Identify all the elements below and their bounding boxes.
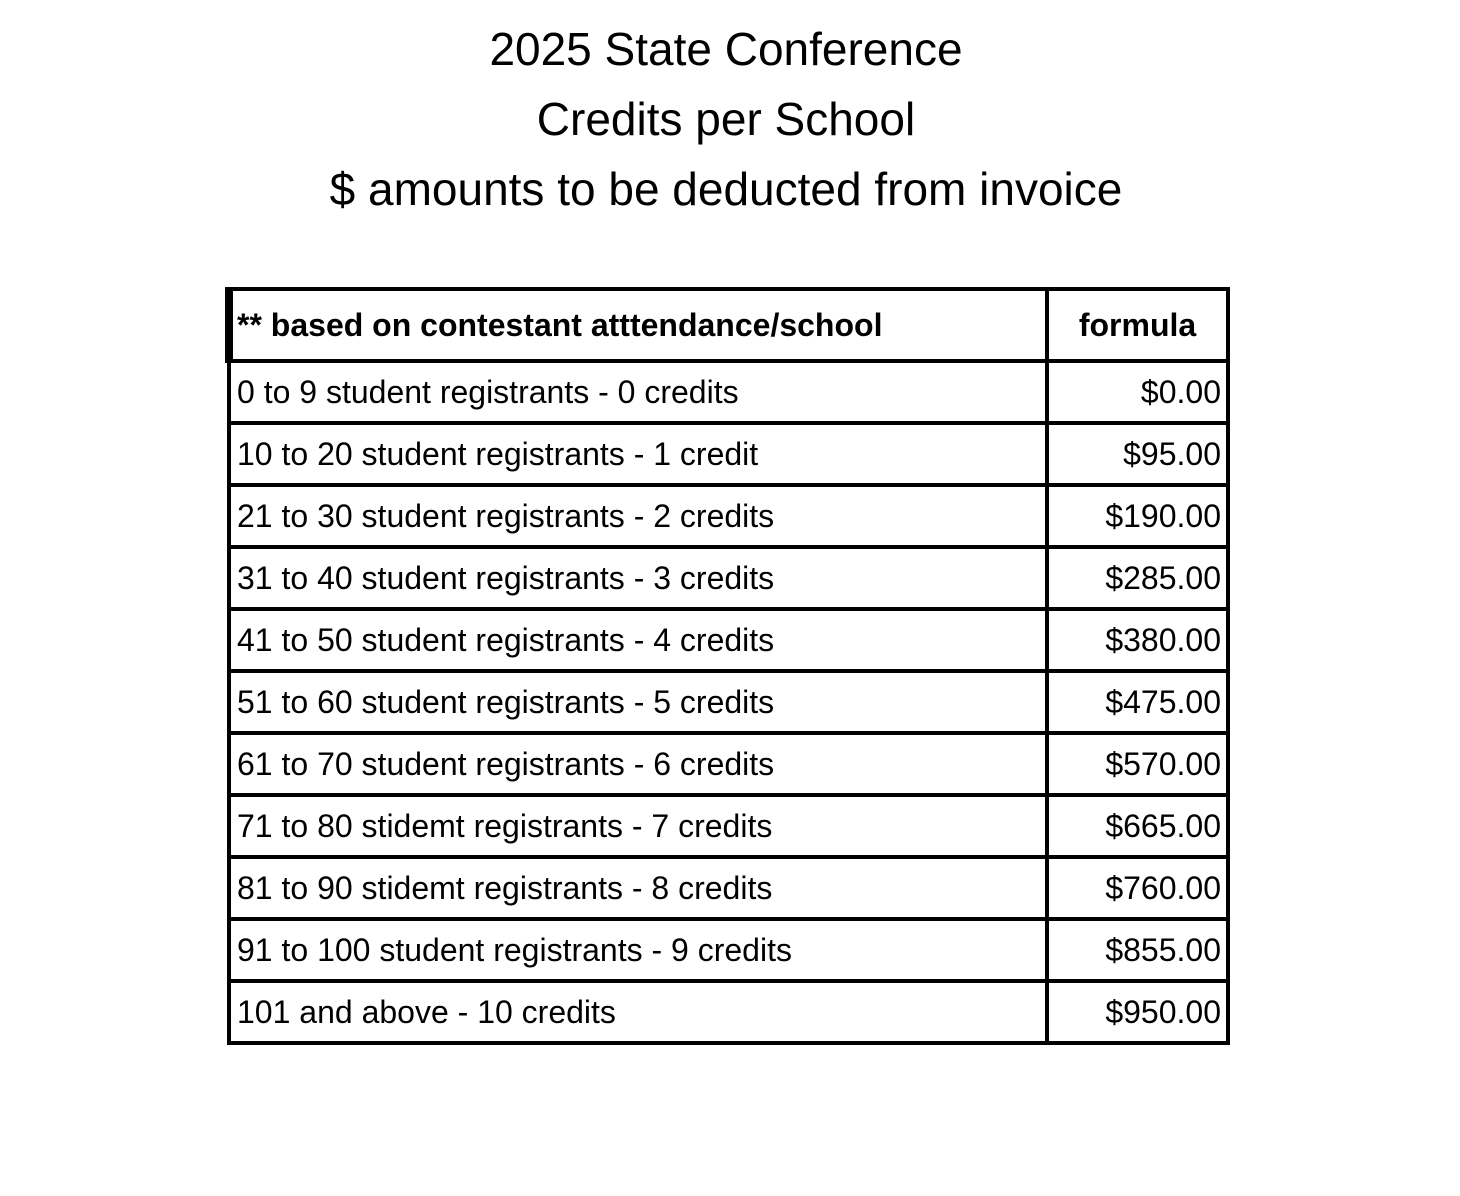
table-row bbox=[229, 671, 1228, 733]
table-row bbox=[229, 609, 1228, 671]
row-description: 10 to 20 student registrants - 1 credit bbox=[229, 423, 1047, 485]
document-title bbox=[0, 14, 1452, 224]
row-amount: $380.00 bbox=[1047, 609, 1228, 671]
row-description: 91 to 100 student registrants - 9 credits bbox=[229, 919, 1047, 981]
table-row bbox=[229, 423, 1228, 485]
row-amount: $665.00 bbox=[1047, 795, 1228, 857]
row-amount: $95.00 bbox=[1047, 423, 1228, 485]
table-row bbox=[229, 795, 1228, 857]
row-description: 61 to 70 student registrants - 6 credits bbox=[229, 733, 1047, 795]
title-credits-per-school: Credits per School bbox=[536, 93, 916, 145]
row-description: 0 to 9 student registrants - 0 credits bbox=[229, 361, 1047, 423]
row-description: 41 to 50 student registrants - 4 credits bbox=[229, 609, 1047, 671]
row-description: 81 to 90 stidemt registrants - 8 credits bbox=[229, 857, 1047, 919]
row-amount: $0.00 bbox=[1047, 361, 1228, 423]
column-header-attendance: ** based on contestant atttendance/school bbox=[229, 289, 1047, 361]
table-row bbox=[229, 733, 1228, 795]
row-description: 101 and above - 10 credits bbox=[229, 981, 1047, 1043]
row-amount: $760.00 bbox=[1047, 857, 1228, 919]
table-row bbox=[229, 919, 1228, 981]
table-row bbox=[229, 857, 1228, 919]
title-invoice-note: $ amounts to be deducted from invoice bbox=[329, 163, 1123, 215]
credits-table bbox=[225, 287, 1230, 1045]
row-amount: $190.00 bbox=[1047, 485, 1228, 547]
table-row bbox=[229, 485, 1228, 547]
row-amount: $855.00 bbox=[1047, 919, 1228, 981]
row-amount: $475.00 bbox=[1047, 671, 1228, 733]
table-row bbox=[229, 981, 1228, 1043]
column-header-formula: formula bbox=[1047, 289, 1228, 361]
row-description: 51 to 60 student registrants - 5 credits bbox=[229, 671, 1047, 733]
row-amount: $285.00 bbox=[1047, 547, 1228, 609]
row-amount: $570.00 bbox=[1047, 733, 1228, 795]
table-row bbox=[229, 547, 1228, 609]
row-amount: $950.00 bbox=[1047, 981, 1228, 1043]
title-conference: 2025 State Conference bbox=[489, 23, 963, 75]
row-description: 21 to 30 student registrants - 2 credits bbox=[229, 485, 1047, 547]
table-header-row bbox=[229, 289, 1228, 361]
row-description: 31 to 40 student registrants - 3 credits bbox=[229, 547, 1047, 609]
table-row bbox=[229, 361, 1228, 423]
row-description: 71 to 80 stidemt registrants - 7 credits bbox=[229, 795, 1047, 857]
